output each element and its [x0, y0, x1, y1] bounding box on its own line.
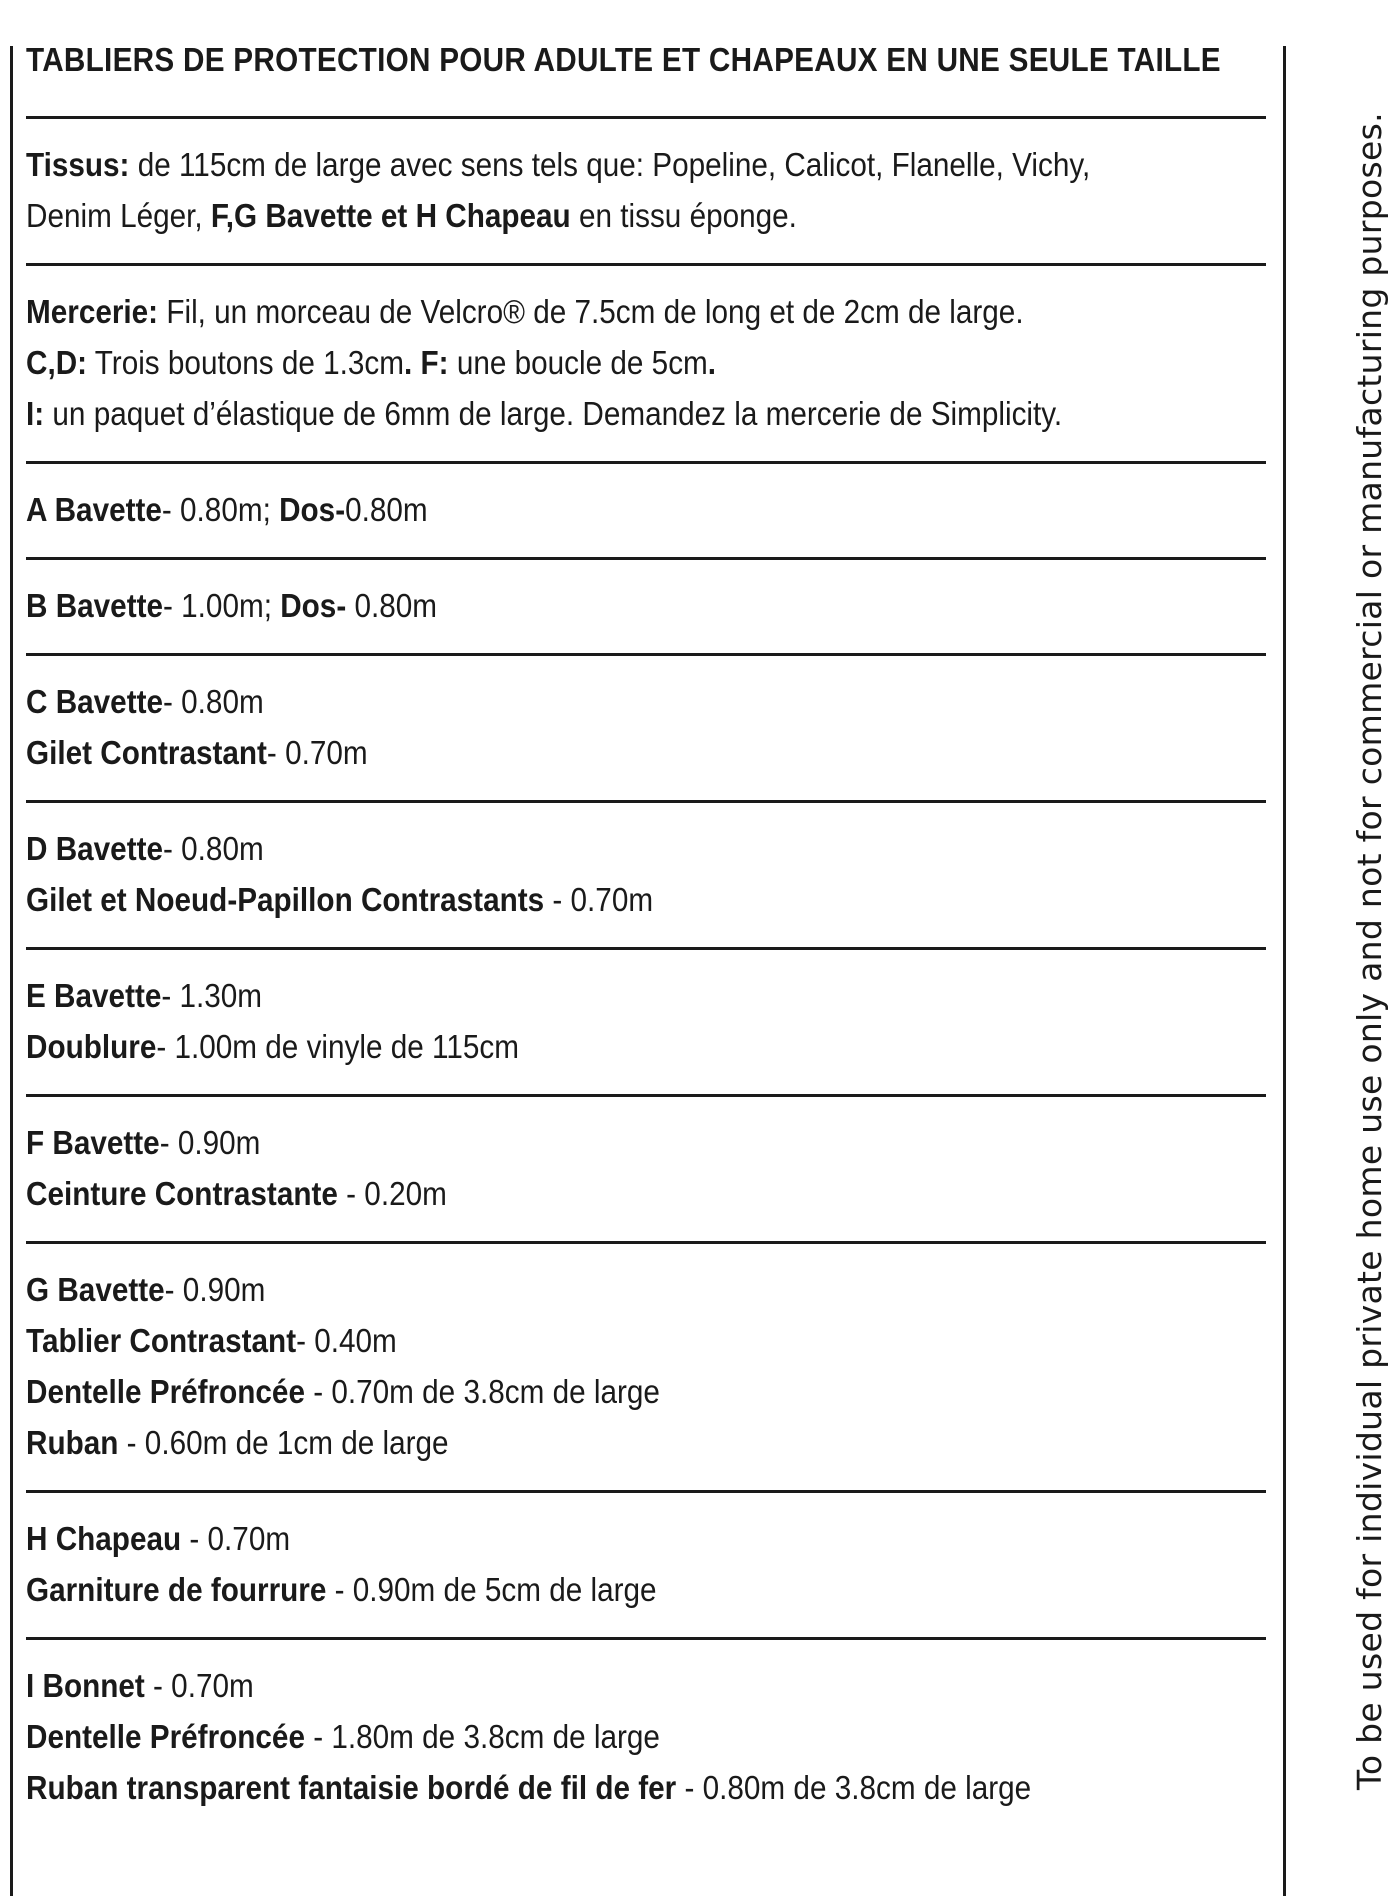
- tissus-text: de 115cm de large avec sens tels que: Popeline, Calicot, Flanelle, Vichy,: [129, 146, 1091, 183]
- requirement-line: [26, 1315, 1142, 1366]
- item-amount: - 0.80m;: [161, 491, 280, 528]
- item-label: Dos-: [279, 491, 346, 528]
- mercerie-f-text: une boucle de 5cm: [448, 344, 708, 381]
- item-amount: - 1.00m de vinyle de 115cm: [156, 1028, 519, 1065]
- requirement-line: [26, 1021, 1142, 1072]
- item-label: Ruban transparent fantaisie bordé de fil de fer: [26, 1769, 677, 1806]
- requirement-line: [26, 823, 1142, 874]
- item-label: Gilet Contrastant: [26, 734, 267, 771]
- tissus-bold-note: F,G Bavette et H Chapeau: [210, 197, 571, 234]
- item-label: Gilet et Noeud-Papillon Contrastants: [26, 881, 545, 918]
- item-amount: - 1.00m;: [163, 587, 281, 624]
- requirement-line: [26, 1417, 1142, 1468]
- item-amount: - 1.30m: [161, 977, 263, 1014]
- item-amount: - 0.40m: [296, 1322, 397, 1359]
- item-label: Dentelle Préfroncée: [26, 1718, 305, 1755]
- mercerie-cd-text: Trois boutons de 1.3cm: [87, 344, 405, 381]
- requirement-line: [26, 874, 1142, 925]
- requirement-line: [26, 1168, 1142, 1219]
- item-label: H Chapeau: [26, 1520, 182, 1557]
- requirement-line: [26, 484, 1142, 535]
- item-amount: - 0.20m: [337, 1175, 447, 1212]
- view-sections: [26, 461, 1266, 1835]
- view-section: [26, 1490, 1266, 1637]
- requirement-line: [26, 1513, 1142, 1564]
- mercerie-line-2: [26, 337, 1142, 388]
- item-amount: - 0.70m de 3.8cm de large: [304, 1373, 660, 1410]
- mercerie-i-label: I:: [26, 395, 45, 432]
- item-label: F Bavette: [26, 1124, 160, 1161]
- requirement-line: [26, 1711, 1142, 1762]
- item-label: I Bonnet: [26, 1667, 145, 1704]
- item-label: Ruban: [26, 1424, 119, 1461]
- requirement-line: [26, 580, 1142, 631]
- requirement-line: [26, 1564, 1142, 1615]
- view-section: [26, 800, 1266, 947]
- item-amount: - 0.70m: [181, 1520, 291, 1557]
- requirement-line: [26, 970, 1142, 1021]
- page-title: TABLIERS DE PROTECTION POUR ADULTE ET CHAPEAUX EN UNE SEULE TAILLE: [26, 41, 1221, 78]
- item-amount: - 0.80m: [163, 683, 264, 720]
- requirement-line: [26, 1264, 1142, 1315]
- item-amount: - 0.80m de 3.8cm de large: [676, 1769, 1032, 1806]
- view-section: [26, 1637, 1266, 1835]
- item-amount: - 0.90m de 5cm de large: [326, 1571, 657, 1608]
- item-label: Doublure: [26, 1028, 157, 1065]
- requirement-line: [26, 1762, 1142, 1813]
- view-section: [26, 947, 1266, 1094]
- requirement-line: [26, 727, 1142, 778]
- item-label: B Bavette: [26, 587, 164, 624]
- tissus-line-1: [26, 139, 1142, 190]
- item-label: Dos-: [280, 587, 347, 624]
- mercerie-i-text: un paquet d’élastique de 6mm de large. Demandez la mercerie de Simplicity.: [44, 395, 1063, 432]
- item-amount: 0.80m: [345, 491, 428, 528]
- item-label: A Bavette: [26, 491, 162, 528]
- mercerie-label: Mercerie:: [26, 293, 159, 330]
- mercerie-line-3: [26, 388, 1142, 439]
- item-amount: 0.80m: [346, 587, 438, 624]
- tissus-line-2: [26, 190, 1142, 241]
- mercerie-line-1: [26, 286, 1142, 337]
- item-amount: - 0.90m: [159, 1124, 261, 1161]
- item-amount: - 0.90m: [164, 1271, 266, 1308]
- mercerie-cd-label: C,D:: [26, 344, 88, 381]
- item-label: D Bavette: [26, 830, 164, 867]
- tissus-section: [26, 116, 1266, 263]
- mercerie-section: [26, 263, 1266, 461]
- view-section: [26, 557, 1266, 653]
- tissus-text-3: en tissu éponge.: [570, 197, 797, 234]
- tissus-label: Tissus:: [26, 146, 130, 183]
- mercerie-f-label: . F:: [404, 344, 449, 381]
- requirement-line: [26, 1660, 1142, 1711]
- mercerie-period: .: [707, 344, 717, 381]
- item-amount: - 0.70m: [266, 734, 368, 771]
- item-amount: - 0.60m de 1cm de large: [118, 1424, 449, 1461]
- requirement-line: [26, 1117, 1142, 1168]
- item-amount: - 0.70m: [144, 1667, 254, 1704]
- item-label: Dentelle Préfroncée: [26, 1373, 305, 1410]
- usage-disclaimer: To be used for individual private home use only and not for commercial or manufacturing purposes.: [1350, 112, 1389, 1790]
- item-label: Garniture de fourrure: [26, 1571, 327, 1608]
- item-amount: - 1.80m de 3.8cm de large: [304, 1718, 660, 1755]
- view-section: [26, 461, 1266, 557]
- requirement-line: [26, 1366, 1142, 1417]
- item-label: E Bavette: [26, 977, 162, 1014]
- view-section: [26, 1094, 1266, 1241]
- item-label: G Bavette: [26, 1271, 165, 1308]
- view-section: [26, 653, 1266, 800]
- item-label: C Bavette: [26, 683, 164, 720]
- item-label: Tablier Contrastant: [26, 1322, 297, 1359]
- left-border-line: [10, 46, 13, 1896]
- item-amount: - 0.80m: [163, 830, 264, 867]
- tissus-text-2: Denim Léger,: [26, 197, 211, 234]
- view-section: [26, 1241, 1266, 1490]
- requirement-line: [26, 676, 1142, 727]
- mercerie-text: Fil, un morceau de Velcro® de 7.5cm de long et de 2cm de large.: [158, 293, 1024, 330]
- fabric-requirements-panel: [26, 30, 1266, 1835]
- item-label: Ceinture Contrastante: [26, 1175, 338, 1212]
- item-amount: - 0.70m: [544, 881, 654, 918]
- right-border-line: [1283, 46, 1286, 1896]
